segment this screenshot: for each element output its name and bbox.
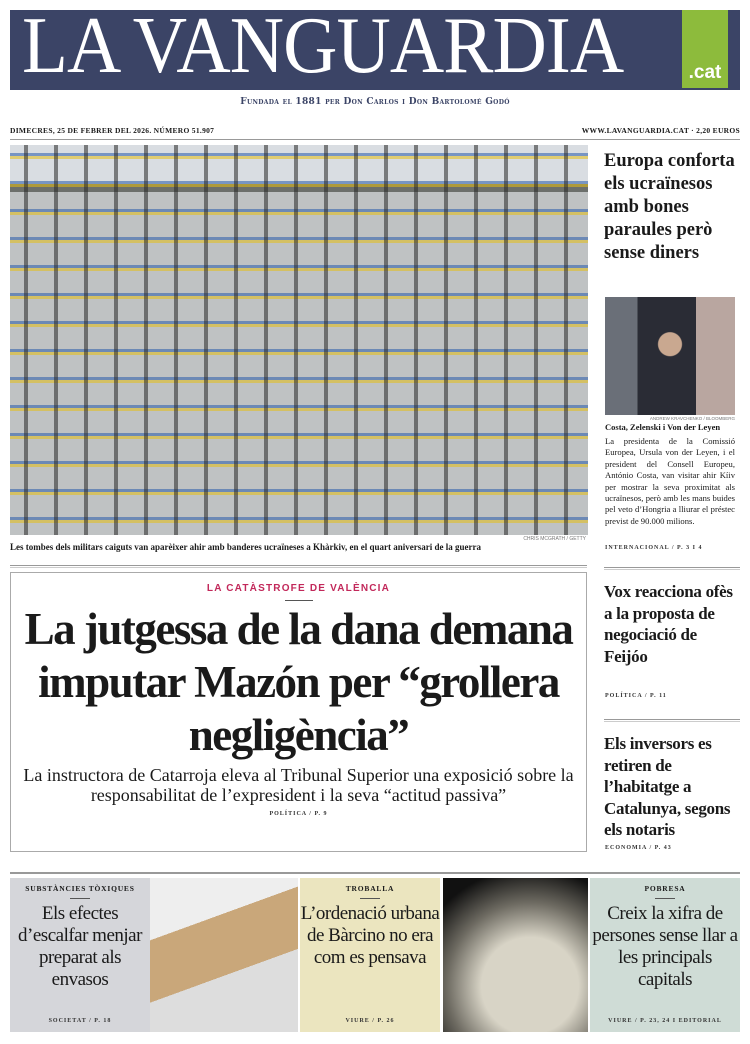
teaser-headline: Creix la xifra de persones sense llar a les principals capitals — [592, 903, 738, 990]
teaser-box[interactable] — [10, 878, 150, 1032]
section-ref: VIURE / P. 26 — [345, 1018, 395, 1024]
kicker: LA CATÀSTROFE DE VALÈNCIA — [206, 583, 391, 594]
lead-photo — [10, 145, 588, 535]
kicker: SUBSTÀNCIES TÒXIQUES — [25, 884, 135, 893]
main-story — [10, 572, 587, 852]
ruins-photo — [443, 878, 588, 1032]
divider — [285, 600, 313, 601]
divider — [10, 565, 587, 568]
article-body: La presidenta de la Comissió Europea, Ursula von der Leyen, i el president del Consell Europeu, António Costa, van visitar ahir Kíiv per mostrar la seva proximitat als ucraïnesos, però amb les mans buides pel veto d’Hongria a lliurar el préstec previst de 90.000 milions. — [605, 436, 735, 526]
right-story-headline[interactable]: Els inversors es retiren de l’habitatge a Catalunya, segons els notaris — [604, 734, 731, 839]
main-dek: La instructora de Catarroja eleva al Tribunal Superior una exposició sobre la responsabilitat de l’expresident i la seva “actitud passiva” — [23, 765, 574, 805]
photo-caption: Les tombes dels militars caiguts van aparèixer ahir amb banderes ucraïneses a Khàrkiv, en el quart aniversari de la guerra — [10, 542, 481, 552]
bottom-strip — [10, 872, 740, 1034]
teaser-headline: Els efectes d’escalfar menjar preparat als envasos — [18, 903, 142, 990]
price: 2,20 EUROS — [696, 126, 740, 135]
teaser-box[interactable] — [590, 878, 740, 1032]
section-ref: VIURE / P. 23, 24 I EDITORIAL — [608, 1018, 722, 1024]
leaders-photo — [605, 297, 735, 415]
founded-line: Fundada el 1881 per Don Carlos i Don Bartolomé Godó — [240, 97, 510, 107]
right-headline[interactable]: Europa conforta els ucraïnesos amb bones paraules però sense diners — [604, 151, 735, 263]
cat-badge: .cat — [682, 10, 728, 88]
site-url[interactable]: WWW.LAVANGUARDIA.CAT — [581, 126, 689, 135]
divider — [604, 567, 740, 570]
section-ref: POLÍTICA / P. 9 — [269, 811, 328, 817]
divider — [604, 719, 740, 722]
right-story-headline[interactable]: Vox reacciona ofès a la proposta de negociació de Feijóo — [604, 582, 733, 666]
section-ref: INTERNACIONAL / P. 3 I 4 — [605, 545, 703, 551]
site-price: WWW.LAVANGUARDIA.CAT · 2,20 EUROS — [581, 126, 740, 135]
main-headline[interactable]: La jutgessa de la dana demana imputar Mazón per “grollera negligència” — [24, 604, 573, 760]
masthead-logo: LA VANGUARDIA — [22, 2, 624, 90]
kicker: POBRESA — [644, 884, 686, 893]
section-ref: SOCIETAT / P. 18 — [48, 1018, 112, 1024]
section-ref: ECONOMIA / P. 43 — [605, 845, 672, 851]
microwave-photo — [150, 878, 298, 1032]
dateline: DIMECRES, 25 DE FEBRER DEL 2026. NÚMERO 51.907 — [10, 126, 215, 135]
teaser-box[interactable] — [300, 878, 440, 1032]
photo-credit: ANDREW KRAVCHENKO / BLOOMBERG — [649, 416, 735, 421]
photo-caption: Costa, Zelenski i Von der Leyen — [605, 422, 721, 432]
teaser-headline: L’ordenació urbana de Bàrcino no era com es pensava — [300, 903, 440, 968]
photo-credit: CHRIS MCGRATH / GETTY — [523, 536, 586, 542]
kicker: TROBALLA — [345, 884, 395, 893]
divider — [10, 139, 740, 140]
section-ref: POLÍTICA / P. 11 — [605, 693, 667, 699]
